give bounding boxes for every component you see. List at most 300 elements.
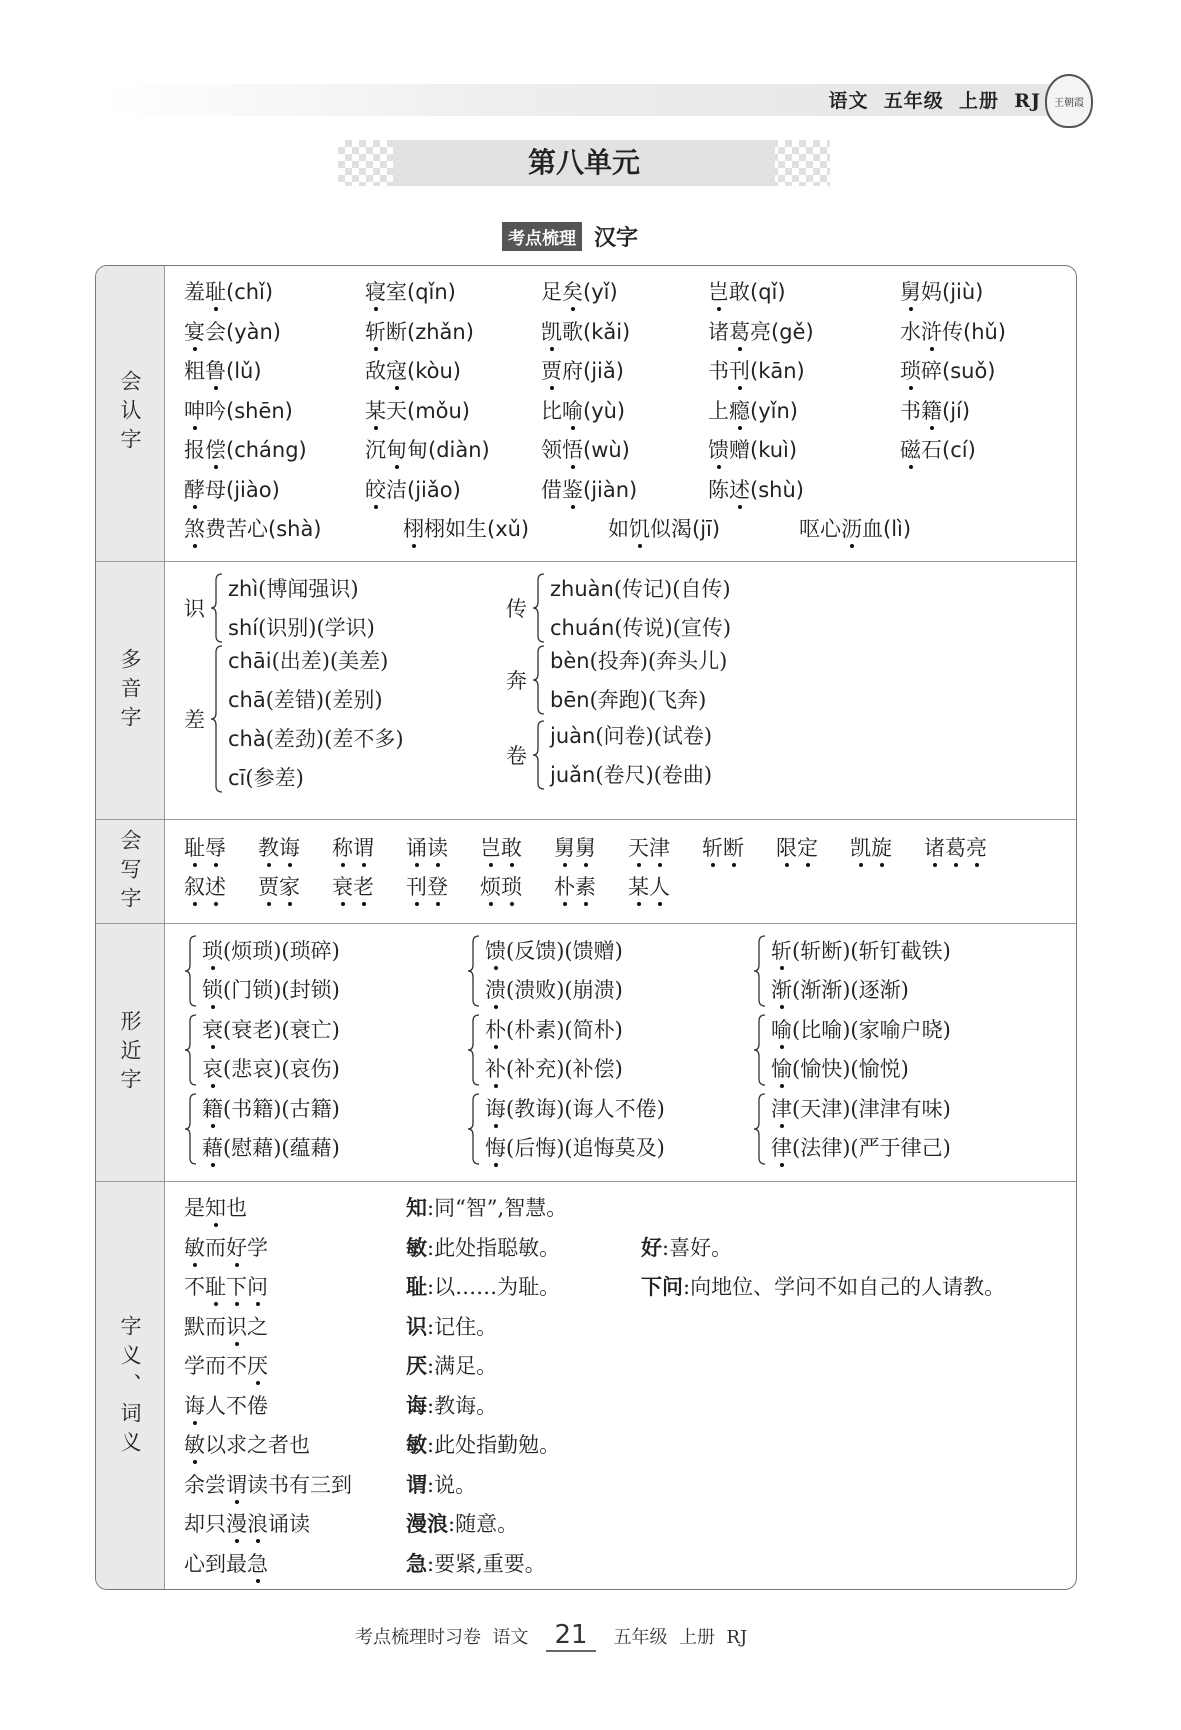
pinyin: (hǔ) — [963, 319, 1007, 344]
key-word: 漫浪 — [406, 1511, 448, 1536]
similar-char-line: 律(法律)(严于律己) — [771, 1132, 951, 1164]
emphasis-dot — [214, 386, 218, 390]
word: 馈赠 — [708, 434, 750, 466]
write-word — [850, 832, 892, 864]
word: 栩栩如生 — [403, 513, 487, 545]
pinyin: (jiàn) — [583, 477, 638, 502]
similar-char-line: 斩(斩断)(斩钉截铁) — [771, 935, 951, 967]
brace-icon — [184, 1013, 198, 1087]
word: 耻辱 — [184, 832, 226, 864]
emphasis-dot — [909, 465, 913, 469]
emphasis-dot — [395, 386, 399, 390]
reading-item — [228, 645, 388, 677]
row-label-box — [96, 266, 165, 561]
emphasis-dot — [374, 347, 378, 351]
pinyin: juàn — [550, 724, 596, 748]
word-item — [184, 316, 281, 348]
word-item — [365, 434, 490, 466]
emphasis-dot — [494, 966, 498, 970]
emphasis-dot — [235, 1342, 239, 1346]
reading-item — [550, 720, 712, 752]
pinyin: (jiǎ) — [583, 359, 624, 383]
emphasis-dot — [214, 465, 218, 469]
example-words: (参差) — [245, 766, 304, 790]
similar-char-item — [202, 1014, 340, 1046]
brace-icon — [467, 934, 481, 1008]
meaning — [406, 1469, 476, 1501]
example-words: (投奔)(奔头儿) — [589, 649, 728, 673]
word-item — [708, 355, 805, 387]
emphasis-dot — [780, 1163, 784, 1167]
word: 水浒传 — [900, 316, 963, 348]
word-item — [900, 276, 983, 308]
pinyin: (kòu) — [407, 359, 461, 383]
pinyin: (suǒ) — [942, 359, 996, 383]
polyphone-char: 卷 — [506, 743, 527, 768]
pinyin: (wù) — [583, 438, 630, 462]
word-item — [900, 434, 976, 466]
pinyin: (yǐ) — [583, 280, 618, 304]
word: 借鉴 — [541, 474, 583, 506]
emphasis-dot — [738, 505, 742, 509]
brace-icon — [184, 1092, 198, 1166]
key-word: 好 — [641, 1234, 662, 1260]
emphasis-dot — [193, 544, 197, 548]
write-word — [332, 832, 374, 864]
emphasis-dot — [494, 1005, 498, 1009]
section-huiren — [96, 266, 1076, 561]
emphasis-dot — [436, 863, 440, 867]
emphasis-dot — [933, 863, 937, 867]
example-words: (出差)(美差) — [271, 649, 389, 673]
word: 粗鲁 — [184, 355, 226, 387]
pinyin: chāi — [228, 649, 272, 673]
phrase-text: 学而不厌 — [184, 1350, 268, 1382]
similar-char-item — [771, 935, 951, 967]
pinyin: (kuì) — [750, 438, 798, 462]
word-item — [708, 395, 798, 427]
write-word — [184, 832, 226, 864]
phrase — [184, 1232, 268, 1264]
pinyin: zhuàn — [550, 577, 614, 601]
emphasis-dot — [494, 1045, 498, 1049]
emphasis-dot — [489, 863, 493, 867]
pinyin: (jiǎo) — [407, 477, 461, 502]
phrase — [184, 1390, 268, 1422]
emphasis-dot — [211, 966, 215, 970]
section-huixie — [96, 819, 1076, 924]
emphasis-dot — [256, 1302, 260, 1306]
similar-char-line: 朴(朴素)(简朴) — [485, 1014, 623, 1046]
word-item — [184, 276, 273, 308]
word: 天津 — [628, 832, 670, 864]
phrase — [184, 1350, 268, 1382]
write-word — [258, 871, 300, 903]
pinyin: shí — [228, 616, 259, 640]
word: 琐碎 — [900, 355, 942, 387]
emphasis-dot — [362, 902, 366, 906]
word: 限定 — [776, 832, 818, 864]
emphasis-dot — [436, 902, 440, 906]
emphasis-dot — [211, 1163, 215, 1167]
reading-item — [228, 573, 359, 605]
key-word: 敏 — [406, 1234, 427, 1260]
write-word — [924, 832, 987, 864]
emphasis-dot — [711, 863, 715, 867]
word: 衰老 — [332, 871, 374, 903]
word: 教诲 — [258, 832, 300, 864]
explanation: :记住。 — [427, 1314, 498, 1339]
write-word — [406, 832, 448, 864]
meaning — [406, 1311, 497, 1343]
pinyin: (diàn) — [428, 438, 490, 462]
word-item — [365, 316, 474, 348]
emphasis-dot — [494, 1124, 498, 1128]
word-item — [541, 434, 630, 466]
meaning — [641, 1271, 1005, 1303]
write-word — [776, 832, 818, 864]
meaning — [406, 1232, 560, 1264]
pinyin: zhì — [228, 577, 259, 601]
emphasis-dot — [494, 1163, 498, 1167]
explanation: :此处指聪敏。 — [427, 1235, 561, 1260]
similar-char-item — [485, 1053, 623, 1085]
word-item — [900, 316, 1006, 348]
brace-icon — [753, 934, 767, 1008]
emphasis-dot — [489, 902, 493, 906]
emphasis-dot — [395, 465, 399, 469]
similar-char-line: 锁(门锁)(封锁) — [202, 974, 340, 1006]
emphasis-dot — [930, 426, 934, 430]
word: 比喻 — [541, 395, 583, 427]
word-item — [403, 513, 529, 545]
emphasis-dot — [214, 902, 218, 906]
emphasis-dot — [235, 1263, 239, 1267]
brace-icon — [532, 719, 546, 791]
meaning — [406, 1508, 518, 1540]
pinyin: (gě) — [771, 319, 814, 344]
emphasis-dot — [571, 465, 575, 469]
emphasis-dot — [717, 307, 721, 311]
emphasis-dot — [563, 863, 567, 867]
pinyin: juǎn — [550, 763, 596, 787]
word-item — [541, 474, 637, 506]
word: 陈述 — [708, 474, 750, 506]
emphasis-dot — [909, 386, 913, 390]
write-word — [480, 832, 522, 864]
word-item — [708, 434, 797, 466]
pinyin: (lǔ) — [226, 359, 262, 383]
pinyin: (mǒu) — [407, 398, 470, 423]
explanation: :此处指勤勉。 — [427, 1433, 561, 1457]
write-word — [554, 832, 596, 864]
word-item — [708, 316, 814, 348]
pinyin: (lì) — [883, 517, 912, 541]
emphasis-dot — [780, 1084, 784, 1088]
row-label-box — [96, 562, 165, 820]
similar-char-line: 衰(衰老)(衰亡) — [202, 1014, 340, 1046]
reading-item — [228, 684, 383, 716]
meaning — [406, 1548, 546, 1580]
phrase-text: 默而识之 — [184, 1311, 268, 1343]
emphasis-dot — [267, 902, 271, 906]
similar-char-item — [485, 935, 623, 967]
write-word — [184, 871, 226, 903]
pinyin: (shà) — [268, 517, 322, 541]
similar-char-line: 津(天津)(津津有味) — [771, 1093, 951, 1125]
brace-icon — [467, 1092, 481, 1166]
emphasis-dot — [571, 426, 575, 430]
similar-char-item — [202, 935, 340, 967]
emphasis-dot — [193, 426, 197, 430]
example-words: (问卷)(试卷) — [595, 724, 713, 748]
write-word — [628, 871, 670, 903]
similar-char-line: 诲(教诲)(诲人不倦) — [485, 1093, 665, 1125]
phrase — [184, 1508, 310, 1540]
meaning — [406, 1192, 567, 1224]
phrase — [184, 1311, 268, 1343]
meaning — [406, 1429, 560, 1461]
emphasis-dot — [717, 465, 721, 469]
row-label: 形近字 — [118, 1009, 142, 1097]
phrase — [184, 1192, 247, 1224]
word-item — [708, 276, 786, 308]
brace-icon — [184, 934, 198, 1008]
similar-char-line: 琐(烦琐)(琐碎) — [202, 935, 340, 967]
word-item — [541, 395, 625, 427]
word: 某人 — [628, 871, 670, 903]
phrase-text: 敏而好学 — [184, 1232, 268, 1264]
explanation: :以……为耻。 — [427, 1275, 561, 1299]
pinyin: (jí) — [942, 398, 971, 423]
pinyin: (jiào) — [226, 477, 280, 502]
pinyin: (cí) — [942, 438, 976, 462]
word: 舅舅 — [554, 832, 596, 864]
word: 岂敢 — [708, 276, 750, 308]
phrase-text: 心到最急 — [184, 1548, 268, 1580]
section-title: 汉字 — [594, 225, 639, 251]
row-label-box — [96, 1182, 165, 1590]
emphasis-dot — [288, 902, 292, 906]
key-word: 厌 — [406, 1353, 427, 1378]
explanation: :满足。 — [427, 1354, 498, 1378]
explanation: :喜好。 — [662, 1235, 733, 1260]
phrase — [184, 1548, 268, 1580]
polyphone-char: 奔 — [506, 668, 527, 693]
word-item — [799, 513, 911, 545]
brace-icon — [753, 1013, 767, 1087]
write-word — [480, 871, 522, 903]
similar-char-line: 补(补充)(补偿) — [485, 1053, 623, 1085]
similar-char-line: 哀(悲哀)(哀伤) — [202, 1053, 340, 1085]
reading-item — [228, 762, 304, 794]
emphasis-dot — [658, 863, 662, 867]
word: 凯旋 — [850, 832, 892, 864]
similar-char-line: 渐(渐渐)(逐渐) — [771, 974, 909, 1006]
key-word: 谓 — [406, 1471, 427, 1497]
similar-char-line: 溃(溃败)(崩溃) — [485, 974, 623, 1006]
emphasis-dot — [658, 902, 662, 906]
similar-char-item — [202, 974, 340, 1006]
word-item — [365, 395, 470, 427]
phrase-text: 是知也 — [184, 1192, 247, 1224]
pinyin: (zhǎn) — [407, 319, 474, 344]
meaning — [641, 1232, 732, 1264]
example-words: (传说)(宣传) — [614, 616, 732, 640]
emphasis-dot — [235, 1302, 239, 1306]
emphasis-dot — [738, 386, 742, 390]
word: 如饥似渴 — [608, 513, 692, 545]
emphasis-dot — [214, 1223, 218, 1227]
write-word — [332, 871, 374, 903]
explanation: :向地位、学问不如自己的人请教。 — [683, 1275, 1006, 1299]
word-item — [541, 276, 618, 308]
example-words: (识别)(学识) — [258, 616, 375, 640]
pinyin: (kǎi) — [583, 319, 631, 344]
word-item — [184, 395, 293, 427]
pinyin: chà — [228, 727, 266, 751]
page-number: 21 — [546, 1620, 595, 1652]
similar-char-line: 籍(书籍)(古籍) — [202, 1093, 340, 1125]
emphasis-dot — [510, 863, 514, 867]
word: 呻吟 — [184, 395, 226, 427]
footer-right: 五年级 上册 RJ — [613, 1627, 748, 1648]
key-word: 耻 — [406, 1274, 427, 1299]
word: 称谓 — [332, 832, 374, 864]
emphasis-dot — [550, 386, 554, 390]
word: 诸葛亮 — [708, 316, 771, 348]
emphasis-dot — [193, 1421, 197, 1425]
emphasis-dot — [211, 1005, 215, 1009]
similar-char-line: 喻(比喻)(家喻户晓) — [771, 1014, 951, 1046]
word: 诵读 — [406, 832, 448, 864]
emphasis-dot — [412, 544, 416, 548]
emphasis-dot — [909, 307, 913, 311]
similar-char-item — [771, 1053, 909, 1085]
emphasis-dot — [235, 1539, 239, 1543]
row-label-box — [96, 820, 165, 924]
word: 书籍 — [900, 395, 942, 427]
emphasis-dot — [859, 863, 863, 867]
word: 岂敢 — [480, 832, 522, 864]
header-subject: 语文 五年级 上册 RJ — [828, 90, 1041, 112]
phrase-text: 却只漫浪诵读 — [184, 1508, 310, 1540]
word-item — [184, 355, 262, 387]
pinyin: (qǐ) — [750, 280, 786, 304]
polyphone-char: 差 — [184, 707, 205, 732]
emphasis-dot — [211, 1084, 215, 1088]
emphasis-dot — [975, 863, 979, 867]
emphasis-dot — [780, 1045, 784, 1049]
word-item — [608, 513, 720, 545]
similar-char-line: 悔(后悔)(追悔莫及) — [485, 1132, 665, 1164]
pinyin: (kān) — [750, 359, 805, 383]
emphasis-dot — [806, 863, 810, 867]
emphasis-dot — [563, 902, 567, 906]
emphasis-dot — [288, 863, 292, 867]
word: 某天 — [365, 395, 407, 427]
brace-icon — [532, 572, 546, 644]
explanation: :要紧,重要。 — [427, 1551, 546, 1576]
emphasis-dot — [880, 863, 884, 867]
word: 酵母 — [184, 474, 226, 506]
section-duoyin — [96, 561, 1076, 820]
emphasis-dot — [193, 347, 197, 351]
pinyin: cī — [228, 766, 246, 790]
emphasis-dot — [850, 544, 854, 548]
word: 呕心沥血 — [799, 513, 883, 545]
word-item — [184, 434, 307, 466]
brace-icon — [532, 644, 546, 716]
word: 领悟 — [541, 434, 583, 466]
word: 斩断 — [702, 832, 744, 864]
pinyin: (qǐn) — [407, 280, 456, 304]
similar-char-item — [202, 1093, 340, 1125]
pinyin: (jī) — [692, 517, 721, 541]
similar-char-item — [771, 1132, 951, 1164]
similar-char-item — [202, 1132, 340, 1164]
unit-title: 第八单元 — [393, 140, 775, 186]
reading-item — [550, 684, 706, 716]
similar-char-item — [485, 1014, 623, 1046]
meaning — [406, 1390, 497, 1422]
word-item — [365, 355, 461, 387]
emphasis-dot — [571, 307, 575, 311]
word-item — [900, 355, 995, 387]
emphasis-dot — [785, 863, 789, 867]
row-label-box — [96, 924, 165, 1182]
section-ziyi — [96, 1181, 1076, 1590]
footer-left: 考点梳理时习卷 语文 — [355, 1627, 529, 1648]
meaning — [406, 1271, 560, 1303]
word: 贾府 — [541, 355, 583, 387]
emphasis-dot — [550, 347, 554, 351]
emphasis-dot — [738, 347, 742, 351]
emphasis-dot — [638, 544, 642, 548]
footer — [355, 1620, 747, 1652]
write-word — [628, 832, 670, 864]
word: 羞耻 — [184, 276, 226, 308]
pinyin: chuán — [550, 616, 615, 640]
emphasis-dot — [637, 863, 641, 867]
word: 烦琐 — [480, 871, 522, 903]
phrase-text: 敏以求之者也 — [184, 1429, 310, 1461]
word-item — [541, 355, 624, 387]
emphasis-dot — [738, 426, 742, 430]
emphasis-dot — [256, 1381, 260, 1385]
pinyin: chā — [228, 688, 266, 712]
word: 煞费苦心 — [184, 513, 268, 545]
example-words: (差劲)(差不多) — [265, 727, 404, 751]
explanation: :随意。 — [448, 1512, 519, 1536]
write-word — [554, 871, 596, 903]
pinyin: bēn — [550, 688, 590, 712]
word: 叙述 — [184, 871, 226, 903]
example-words: (奔跑)(飞奔) — [589, 688, 707, 712]
word-item — [184, 474, 280, 506]
word: 贾家 — [258, 871, 300, 903]
reading-item — [228, 723, 404, 755]
word: 报偿 — [184, 434, 226, 466]
key-word: 诲 — [406, 1392, 427, 1418]
word: 舅妈 — [900, 276, 942, 308]
similar-char-item — [771, 1014, 951, 1046]
section-tag: 考点梳理 — [502, 222, 582, 251]
pinyin: (xǔ) — [487, 517, 530, 541]
pinyin: (yàn) — [226, 319, 281, 344]
pinyin: (jiù) — [942, 280, 984, 304]
publisher-logo: 王朝霞 — [1045, 74, 1093, 128]
